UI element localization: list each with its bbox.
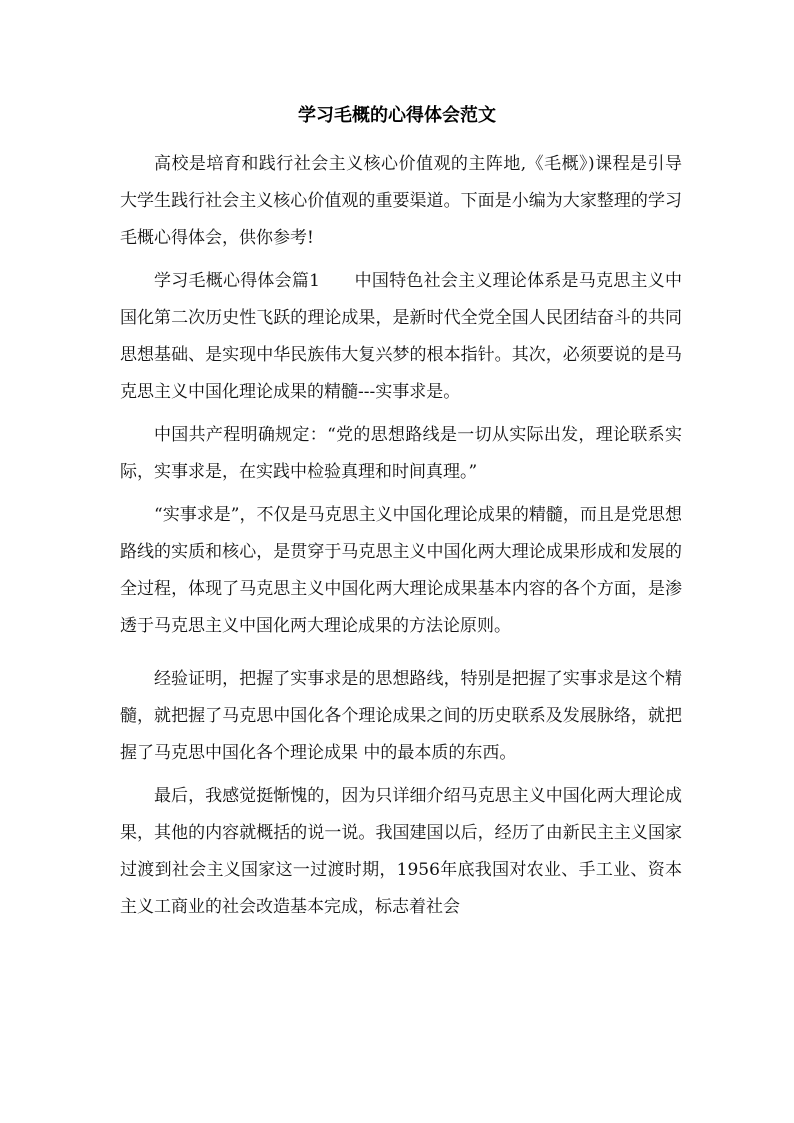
document-title: 学习毛概的心得体会范文 bbox=[298, 105, 496, 126]
paragraph-part-1: 学习毛概心得体会篇1 中国特色社会主义理论体系是马克思主义中国化第二次历史性飞跃的理论成果，是新时代全党全国人民团结奋斗的共同思想基础、是实现中华民族伟大复兴梦的根本指针。其次，必须要说的是马克思主义中国化理论成果的精髓---实事求是。 bbox=[120, 271, 682, 402]
paragraph-intro: 高校是培育和践行社会主义核心价值观的主阵地,《毛概》)课程是引导大学生践行社会主义核心价值观的重要渠道。下面是小编为大家整理的学习毛概心得体会，供你参考! bbox=[120, 154, 682, 248]
paragraph-party-line: 中国共产程明确规定：“党的思想路线是一切从实际出发，理论联系实际，实事求是，在实践中检验真理和时间真理。” bbox=[120, 425, 682, 482]
paragraph-seeking-truth: “实事求是”，不仅是马克思主义中国化理论成果的精髓，而且是党思想路线的实质和核心，是贯穿于马克思主义中国化两大理论成果形成和发展的全过程，体现了马克思主义中国化两大理论成果基本内容的各个方面，是渗透于马克思主义中国化两大理论成果的方法论原则。 bbox=[120, 505, 682, 636]
paragraph-conclusion: 最后，我感觉挺惭愧的，因为只详细介绍马克思主义中国化两大理论成果，其他的内容就概括的说一说。我国建国以后，经历了由新民主主义国家过渡到社会主义国家这一过渡时期，1956年底我国对农业、手工业、资本主义工商业的社会改造基本完成，标志着社会 bbox=[120, 786, 682, 917]
paragraph-experience: 经验证明，把握了实事求是的思想路线，特别是把握了实事求是这个精髓，就把握了马克思中国化各个理论成果之间的历史联系及发展脉络，就把握了马克思中国化各个理论成果 中的最本质的东西。 bbox=[120, 669, 682, 763]
document-body bbox=[120, 146, 682, 926]
